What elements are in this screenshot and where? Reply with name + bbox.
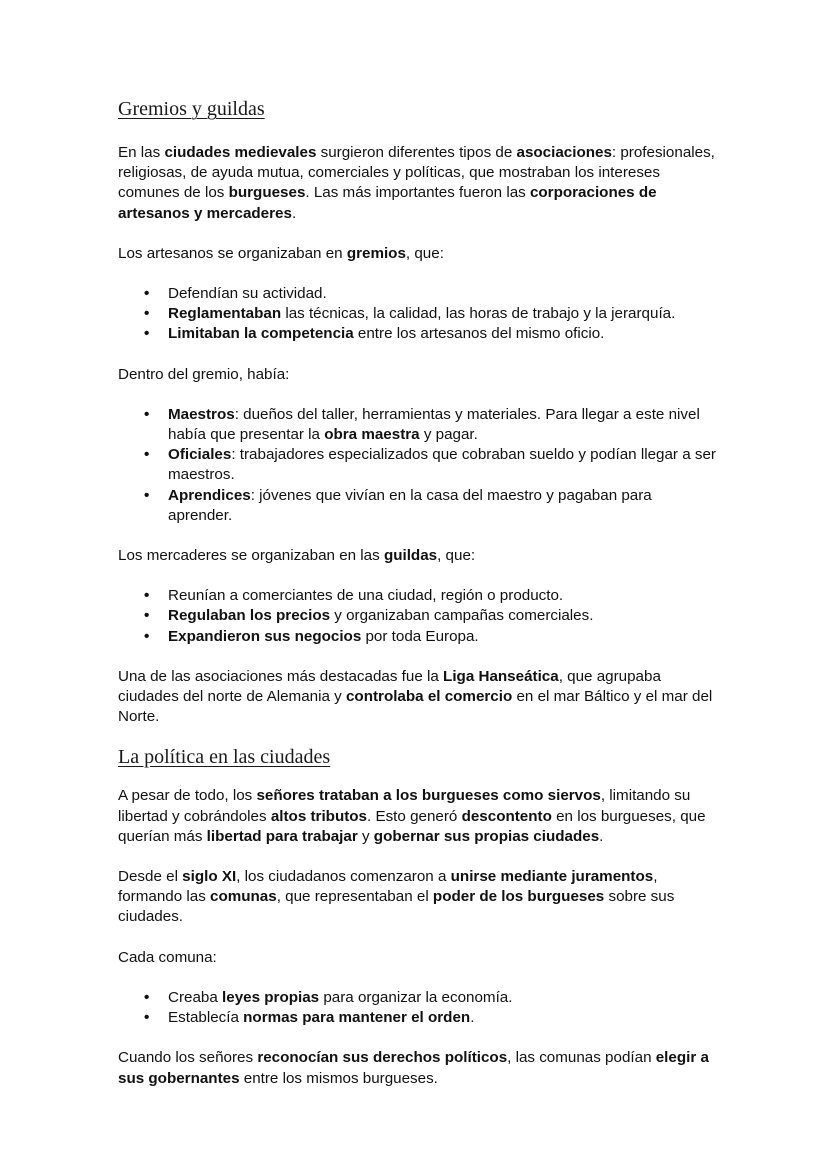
text-run: Los mercaderes se organizaban en las [118, 547, 384, 565]
bold-term: siglo XI [182, 868, 237, 886]
bullet-icon: • [144, 607, 150, 625]
text-run: Los artesanos se organizaban en [118, 244, 347, 262]
list-item [118, 324, 718, 344]
text-run: en el mar Báltico y el mar del Norte. [118, 688, 713, 726]
list-item [118, 445, 718, 485]
bold-term: gobernar sus propias ciudades [373, 827, 600, 845]
text-run: , limitando su libertad y cobrándoles [118, 787, 691, 825]
list-comuna [118, 988, 718, 1028]
bold-term: elegir a sus gobernantes [118, 1049, 709, 1087]
list-item [118, 627, 718, 647]
paragraph-gremio [118, 365, 718, 385]
bold-term: reconocían sus derechos políticos [257, 1049, 508, 1067]
bold-term: leyes propias [222, 988, 320, 1006]
text-run: , que representaban el [276, 888, 433, 906]
section-heading-gremios: Gremios y guildas [118, 98, 265, 120]
text-run: En las [118, 144, 165, 161]
bold-term: Maestros [168, 405, 235, 423]
text-run: Creaba [168, 988, 223, 1006]
list-item [118, 405, 718, 445]
paragraph-artesanos [118, 244, 718, 264]
text-run: . [291, 204, 297, 222]
text-run: las técnicas, la calidad, las horas de trabajo y la jerarquía. [281, 305, 676, 323]
list-mercaderes [118, 586, 718, 647]
text-run: , los ciudadanos comenzaron a [236, 868, 451, 886]
list-item [118, 586, 718, 606]
bold-term: Aprendices [168, 486, 251, 504]
text-run: , las comunas podían [507, 1049, 656, 1067]
bold-term: normas para mantener el orden [243, 1009, 471, 1027]
bold-term: Regulaban los precios [168, 607, 331, 625]
bullet-icon: • [144, 446, 150, 464]
text-run: Reunían a comerciantes de una ciudad, región o producto. [168, 587, 564, 605]
list-item [118, 988, 718, 1008]
text-run: surgieron diferentes tipos de [316, 144, 517, 161]
bullet-icon: • [144, 486, 150, 504]
list-gremio [118, 405, 718, 526]
bold-term: señores trataban a los burgueses como siervos [256, 787, 601, 805]
paragraph-gobernantes [118, 1048, 718, 1088]
bold-term: descontento [461, 807, 552, 825]
list-item [118, 284, 718, 304]
text-run: y organizaban campañas comerciales. [330, 607, 594, 625]
text-run: : jóvenes que vivían en la casa del maestro y pagaban para aprender. [168, 486, 652, 524]
text-run: : profesionales, religiosas, de ayuda mutua, comerciales y políticas, que mostraban los intereses comunes de los [118, 144, 715, 202]
bold-term: Liga Hanseática [443, 667, 559, 685]
list-item [118, 486, 718, 526]
paragraph-intro [118, 143, 718, 224]
text-run: Cada comuna: [118, 948, 217, 966]
bullet-icon: • [144, 587, 150, 605]
text-run: Desde el [118, 868, 183, 886]
paragraph-comunas [118, 867, 718, 928]
page-content [118, 97, 718, 1089]
bullet-icon: • [144, 627, 150, 645]
bold-term: gremios [346, 244, 406, 262]
text-run: entre los mismos burgueses. [239, 1069, 438, 1087]
paragraph-cada-comuna [118, 948, 718, 968]
bullet-icon: • [144, 405, 150, 423]
text-run: Establecía [168, 1009, 244, 1027]
text-run: sobre sus ciudades. [118, 888, 675, 926]
text-run: Una de las asociaciones más destacadas fue la [118, 667, 444, 685]
text-run: Dentro del gremio, había: [118, 365, 290, 383]
bold-term: comunas [210, 888, 277, 906]
bold-term: obra maestra [324, 426, 420, 444]
bold-term: Limitaban la competencia [168, 325, 354, 343]
bold-term: guildas [383, 547, 438, 565]
text-run: y [357, 827, 374, 845]
text-run: . [599, 827, 604, 845]
text-run: , formando las [118, 868, 658, 906]
text-run: , que: [437, 547, 476, 565]
text-run: y pagar. [419, 426, 478, 444]
bullet-icon: • [144, 1009, 150, 1027]
text-run: por toda Europa. [361, 627, 479, 645]
text-run: Defendían su actividad. [168, 285, 327, 303]
bullet-icon: • [144, 988, 150, 1006]
text-run: para organizar la economía. [319, 988, 513, 1006]
bold-term: controlaba el comercio [345, 688, 513, 706]
bold-term: unirse mediante juramentos [450, 868, 654, 886]
text-run: en los burgueses, que querían más [118, 807, 706, 845]
bullet-icon: • [144, 285, 150, 303]
bold-term: altos tributos [270, 807, 368, 825]
bold-term: Oficiales [168, 446, 232, 464]
list-artesanos [118, 284, 718, 345]
section-heading-politica: La política en las ciudades [118, 746, 331, 769]
text-run: A pesar de todo, los [118, 787, 257, 805]
text-run: : dueños del taller, herramientas y materiales. Para llegar a este nivel había que presentar la [168, 405, 700, 444]
text-run: . [470, 1009, 475, 1027]
text-run: . Esto generó [367, 807, 462, 825]
text-run: , que agrupaba ciudades del norte de Alemania y [118, 667, 661, 706]
bold-term: corporaciones de artesanos y mercaderes [118, 184, 657, 222]
bullet-icon: • [144, 305, 150, 323]
bold-term: Reglamentaban [168, 305, 282, 323]
bold-term: ciudades medievales [164, 144, 317, 161]
text-run: Cuando los señores [118, 1049, 258, 1067]
bullet-icon: • [144, 325, 150, 343]
text-run: : trabajadores especializados que cobraban sueldo y podían llegar a ser maestros. [168, 446, 716, 484]
text-run: . Las más importantes fueron las [305, 184, 530, 202]
bold-term: libertad para trabajar [206, 827, 358, 845]
paragraph-hansa [118, 667, 718, 728]
paragraph-mercaderes [118, 546, 718, 566]
bold-term: burgueses [228, 184, 306, 202]
list-item [118, 1008, 718, 1028]
text-run: , que: [405, 244, 444, 262]
list-item [118, 304, 718, 324]
paragraph-senores [118, 786, 718, 847]
text-run: entre los artesanos del mismo oficio. [353, 325, 605, 343]
bold-term: poder de los burgueses [432, 888, 605, 906]
bold-term: asociaciones [516, 144, 612, 161]
bold-term: Expandieron sus negocios [168, 627, 362, 645]
list-item [118, 606, 718, 626]
